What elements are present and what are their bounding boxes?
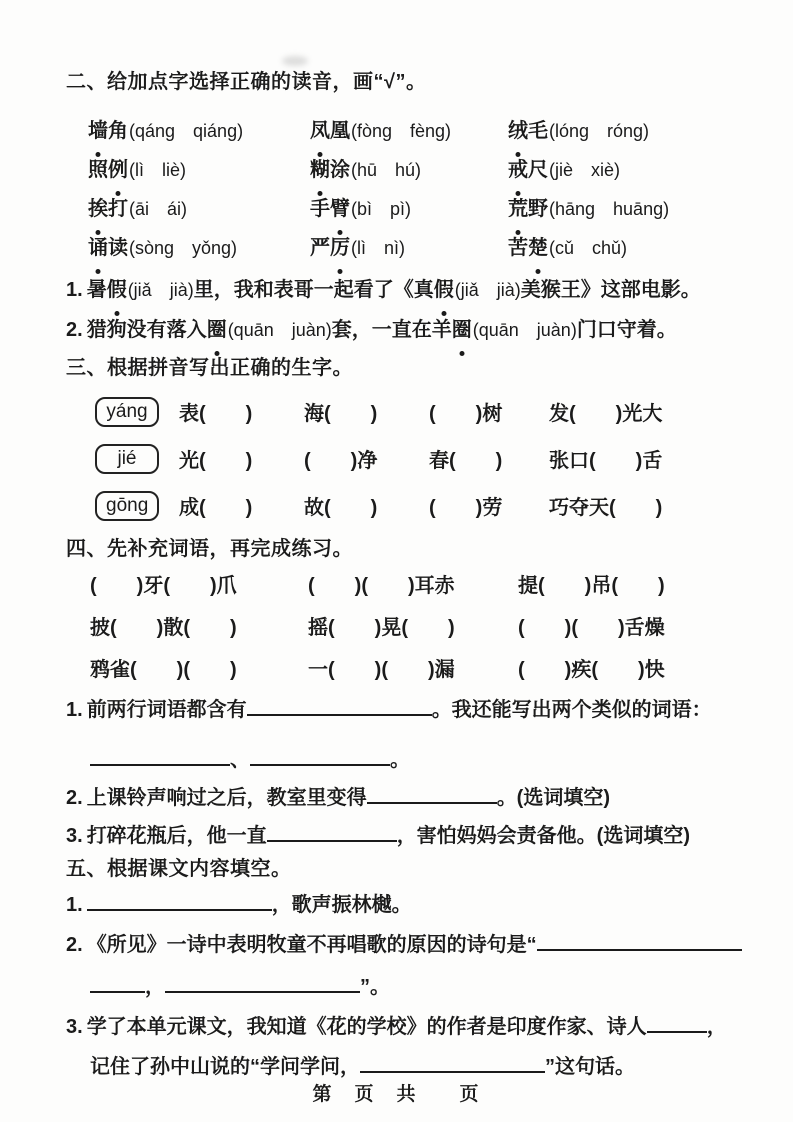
term-item <box>310 151 508 190</box>
sentence-pinyin-options: (jiǎ jià) <box>127 280 194 300</box>
item-number: 2. <box>66 787 83 809</box>
sentence-text: 美猴王》这部电影。 <box>520 279 701 301</box>
term-post: 涂 <box>330 159 350 181</box>
fill-blank <box>90 972 145 993</box>
term-pinyin-options: (lì nì) <box>351 238 405 258</box>
term-pre: 手 <box>310 198 330 220</box>
section4-title: 四、先补充词语，再完成练习。 <box>66 538 353 560</box>
sentence-dotted-char: 假 <box>107 270 127 310</box>
item-number: 1. <box>66 894 83 916</box>
sentence-pinyin-options: (quān juàn) <box>472 320 577 340</box>
fill-blank <box>647 1012 707 1033</box>
fill-blank <box>87 890 272 911</box>
section3-rows <box>66 388 755 529</box>
word-blank-item: 海( ) <box>304 403 378 425</box>
term-dotted-char: 挨 <box>88 190 108 229</box>
term-item <box>88 190 310 229</box>
separator: 、 <box>230 749 250 771</box>
word-blank-item: 春( ) <box>429 450 503 472</box>
sentence-dotted-char: 圈 <box>207 310 227 350</box>
question-text: 记住了孙中山说的“学问学问， <box>90 1056 360 1078</box>
term-item <box>508 190 755 229</box>
term-item <box>88 151 310 190</box>
term-pinyin-options: (hū hú) <box>351 160 422 180</box>
pinyin-box: jié <box>95 444 159 474</box>
closing-quote: ”。 <box>360 976 390 998</box>
sentence-dotted-char: 假 <box>434 270 454 310</box>
term-pinyin-options: (jiè xiè) <box>549 160 621 180</box>
fill-blank <box>267 821 397 842</box>
word-blank-item: ( )劳 <box>429 497 503 519</box>
question-text: 。(选词填空) <box>496 787 611 809</box>
section4-q3 <box>66 817 755 855</box>
section3-title: 三、根据拼音写出正确的生字。 <box>66 357 353 379</box>
term-item <box>508 151 755 190</box>
section4-q1-line1 <box>66 691 755 729</box>
term-pinyin-options: (sòng yǒng) <box>129 238 238 258</box>
section4-words <box>90 565 755 691</box>
fill-blank <box>367 783 497 804</box>
fill-blank <box>360 1052 545 1073</box>
term-post: 打 <box>108 198 128 220</box>
idiom-blank-item: ( )( )舌燥 <box>518 617 665 639</box>
idiom-blank-item: 提( )吊( ) <box>518 575 665 597</box>
term-pinyin-options: (lì liè) <box>129 160 186 180</box>
page-footer: 第 页 共 页 <box>312 1084 481 1105</box>
term-pinyin-options: (fòng fèng) <box>351 121 452 141</box>
item-number: 3. <box>66 1016 83 1038</box>
sentence-pinyin-options: (quān juàn) <box>227 320 332 340</box>
term-item <box>508 112 755 151</box>
fill-blank <box>165 972 360 993</box>
word-blank-item: 表( ) <box>179 403 253 425</box>
fill-blank <box>247 695 432 716</box>
term-dotted-char: 墙 <box>88 112 108 151</box>
section2-title: 二、给加点字选择正确的读音，画“√”。 <box>66 71 427 93</box>
comma: ， <box>706 1016 727 1038</box>
term-dotted-char: 楚 <box>528 229 548 268</box>
term-dotted-char: 糊 <box>310 151 330 190</box>
idiom-blank-item: ( )疾( )快 <box>518 659 665 681</box>
term-post: 读 <box>108 237 128 259</box>
fill-blank <box>250 745 390 766</box>
term-dotted-char: 例 <box>108 151 128 190</box>
term-item <box>508 229 755 268</box>
question-text: ，歌声振林樾。 <box>271 894 412 916</box>
term-pinyin-options: (qáng qiáng) <box>129 121 244 141</box>
term-pinyin-options: (bì pì) <box>351 199 412 219</box>
idiom-blank-item: ( )牙( )爪 <box>90 575 237 597</box>
section5-q1 <box>66 885 755 925</box>
term-dotted-char: 荒 <box>508 190 528 229</box>
word-blank-item: 光( ) <box>179 450 253 472</box>
term-item <box>88 112 310 151</box>
question-text: 打碎花瓶后，他一直 <box>86 825 267 847</box>
term-post: 凰 <box>330 120 350 142</box>
item-number: 2. <box>66 934 83 956</box>
term-dotted-char: 厉 <box>330 229 350 268</box>
item-number: 2. <box>66 319 83 341</box>
term-dotted-char: 绒 <box>508 112 528 151</box>
term-item <box>88 229 310 268</box>
sentence-pinyin-options: (jiǎ jià) <box>454 280 521 300</box>
section4-q1-line2 <box>90 741 755 779</box>
pinyin-box: gōng <box>95 491 159 521</box>
section5-q3-line1 <box>66 1007 755 1047</box>
word-blank-item: 巧夺天( ) <box>549 497 663 519</box>
sentence-dotted-char: 圈 <box>452 310 472 350</box>
term-pinyin-options: (āi ái) <box>129 199 188 219</box>
pinyin-row <box>95 435 755 482</box>
fill-blank <box>90 745 230 766</box>
section2-sentence-2 <box>66 310 755 350</box>
term-post: 角 <box>108 120 128 142</box>
term-dotted-char: 臂 <box>330 190 350 229</box>
question-text: 前两行词语都含有 <box>86 699 247 721</box>
question-text: 。我还能写出两个类似的词语： <box>431 699 712 721</box>
pinyin-box: yáng <box>95 397 159 427</box>
idiom-blank-item: 披( )散( ) <box>90 617 237 639</box>
idiom-blank-item: 鸦雀( )( ) <box>90 659 237 681</box>
item-number: 1. <box>66 279 83 301</box>
term-post: 野 <box>528 198 548 220</box>
idiom-blank-item: ( )( )耳赤 <box>308 575 455 597</box>
section5-q2-line1 <box>66 925 755 965</box>
question-text: ，害怕妈妈会责备他。(选词填空) <box>396 825 691 847</box>
question-text: 上课铃声响过之后，教室里变得 <box>86 787 367 809</box>
section2-sentence-1 <box>66 270 755 310</box>
fill-blank <box>537 930 742 951</box>
sentence-text: 猎狗没有落入 <box>86 319 207 341</box>
item-number: 1. <box>66 699 83 721</box>
section4-q2 <box>66 779 755 817</box>
sentence-text: 门口守着。 <box>576 319 677 341</box>
sentence-text: 套，一直在羊 <box>331 319 452 341</box>
term-post: 尺 <box>528 159 548 181</box>
term-item <box>310 112 508 151</box>
term-pinyin-options: (lóng róng) <box>549 121 650 141</box>
question-text: 《所见》一诗中表明牧童不再唱歌的原因的诗句是“ <box>86 934 537 956</box>
question-text: ”这句话。 <box>545 1056 635 1078</box>
period: 。 <box>390 749 410 771</box>
word-blank-item: 故( ) <box>304 497 378 519</box>
word-blank-item: 成( ) <box>179 497 253 519</box>
word-blank-item: 张口( )舌 <box>549 450 663 472</box>
term-post: 毛 <box>528 120 548 142</box>
scan-artifact <box>282 56 308 66</box>
term-dotted-char: 戒 <box>508 151 528 190</box>
section5-title: 五、根据课文内容填空。 <box>66 858 292 880</box>
sentence-text: 暑 <box>86 279 107 301</box>
section5-q2-line2 <box>90 967 755 1007</box>
word-blank-item: 发( )光大 <box>549 403 663 425</box>
term-dotted-char: 诵 <box>88 229 108 268</box>
term-item <box>310 190 508 229</box>
word-blank-item: ( )净 <box>304 450 378 472</box>
term-pre: 照 <box>88 159 108 181</box>
separator: ， <box>145 976 165 998</box>
pinyin-row <box>95 482 755 529</box>
idiom-blank-item: 一( )( )漏 <box>308 659 455 681</box>
term-pre: 苦 <box>508 237 528 259</box>
term-dotted-char: 凤 <box>310 112 330 151</box>
section2-terms <box>88 112 755 268</box>
sentence-text: 里，我和表哥一起看了《真 <box>193 279 434 301</box>
term-item <box>310 229 508 268</box>
word-blank-item: ( )树 <box>429 403 503 425</box>
term-pinyin-options: (cǔ chǔ) <box>549 238 628 258</box>
item-number: 3. <box>66 825 83 847</box>
pinyin-row <box>95 388 755 435</box>
term-pinyin-options: (hāng huāng) <box>549 199 670 219</box>
term-pre: 严 <box>310 237 330 259</box>
question-text: 学了本单元课文，我知道《花的学校》的作者是印度作家、诗人 <box>86 1016 647 1038</box>
idiom-blank-item: 摇( )晃( ) <box>308 617 455 639</box>
